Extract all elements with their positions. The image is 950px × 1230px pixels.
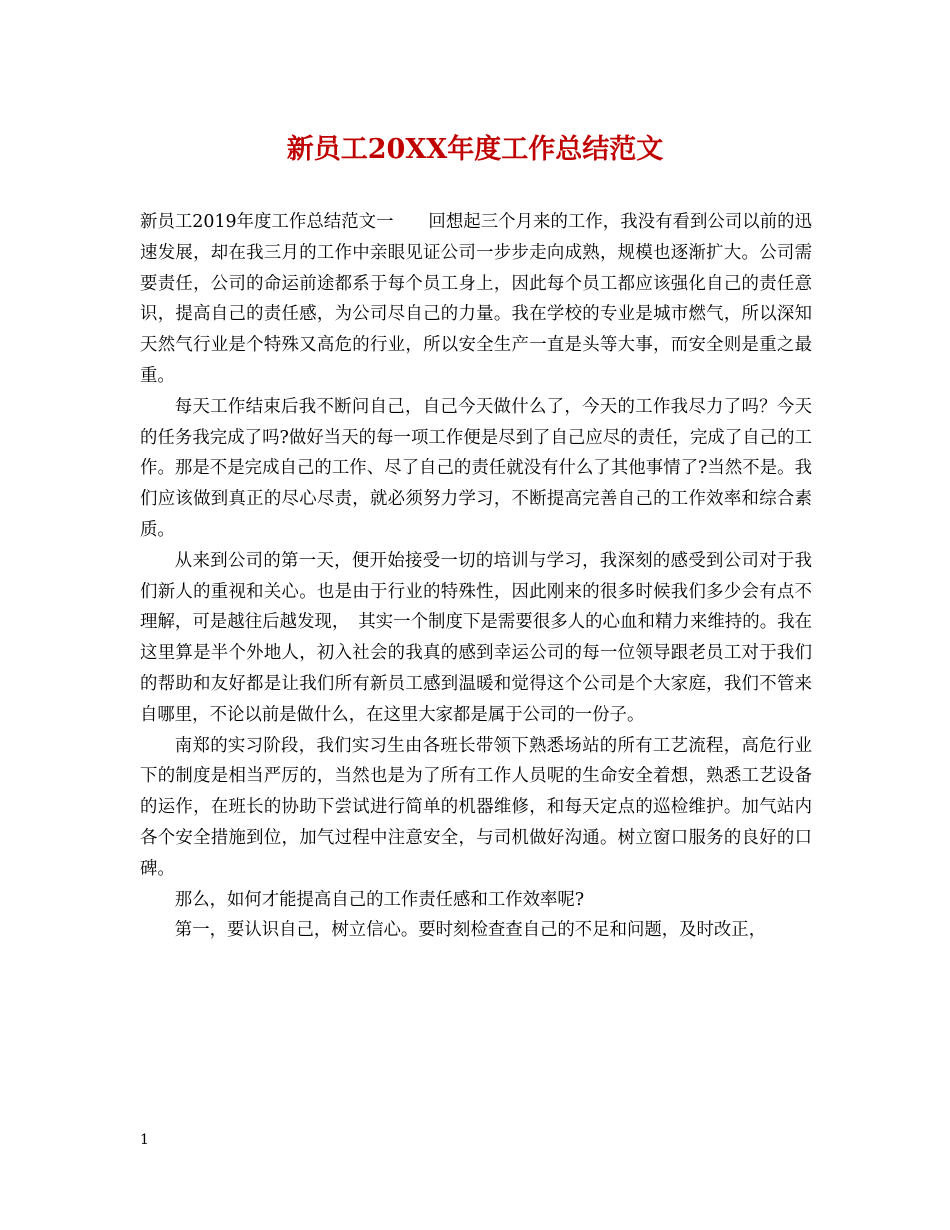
document-title: 新员工20XX年度工作总结范文 [286,134,664,165]
paragraph-2: 每天工作结束后我不断问自己，自己今天做什么了，今天的工作我尽力了吗？今天的任务我完成了吗?做好当天的每一项工作便是尽到了自己应尽的责任，完成了自己的工作。那是不是完成自己的工作、尽了自己的责任就没有什么了其他事情了?当然不是。我们应该做到真正的尽心尽责，就必须努力学习，不断提高完善自己的工作效率和综合素质。 [140,396,812,540]
paragraph-5: 那么，如何才能提高自己的工作责任感和工作效率呢? [174,889,585,910]
paragraph-4: 南郑的实习阶段，我们实习生由各班长带领下熟悉场站的所有工艺流程，高危行业下的制度是相当严厉的，当然也是为了所有工作人员呢的生命安全着想，熟悉工艺设备的运作，在班长的协助下尝试进行简单的机器维修，和每天定点的巡检维护。加气站内各个安全措施到位，加气过程中注意安全，与司机做好沟通。树立窗口服务的良好的口碑。 [140,735,812,879]
page-number: 1 [140,1132,149,1148]
document-body [140,207,812,946]
paragraph-6: 第一，要认识自己，树立信心。要时刻检查查自己的不足和问题，及时改正， [174,920,767,941]
paragraph-1: 新员工2019年度工作总结范文一 回想起三个月来的工作，我没有看到公司以前的迅速发展，却在我三月的工作中亲眼见证公司一步步走向成熟，规模也逐渐扩大。公司需要责任，公司的命运前途都系于每个员工身上，因此每个员工都应该强化自己的责任意识，提高自己的责任感，为公司尽自己的力量。我在学校的专业是城市燃气，所以深知天然气行业是个特殊又高危的行业，所以安全生产一直是头等大事，而安全则是重之最重。 [140,212,812,386]
paragraph-3: 从来到公司的第一天，便开始接受一切的培训与学习，我深刻的感受到公司对于我们新人的重视和关心。也是由于行业的特殊性，因此刚来的很多时候我们多少会有点不理解，可是越往后越发现， 其实一个制度下是需要很多人的心血和精力来维持的。我在这里算是半个外地人，初入社会的我真的感到幸运公司的每一位领导跟老员工对于我们的帮助和友好都是让我们所有新员工感到温暖和觉得这个公司是个大家庭，我们不管来自哪里，不论以前是做什么，在这里大家都是属于公司的一份子。 [140,550,812,725]
